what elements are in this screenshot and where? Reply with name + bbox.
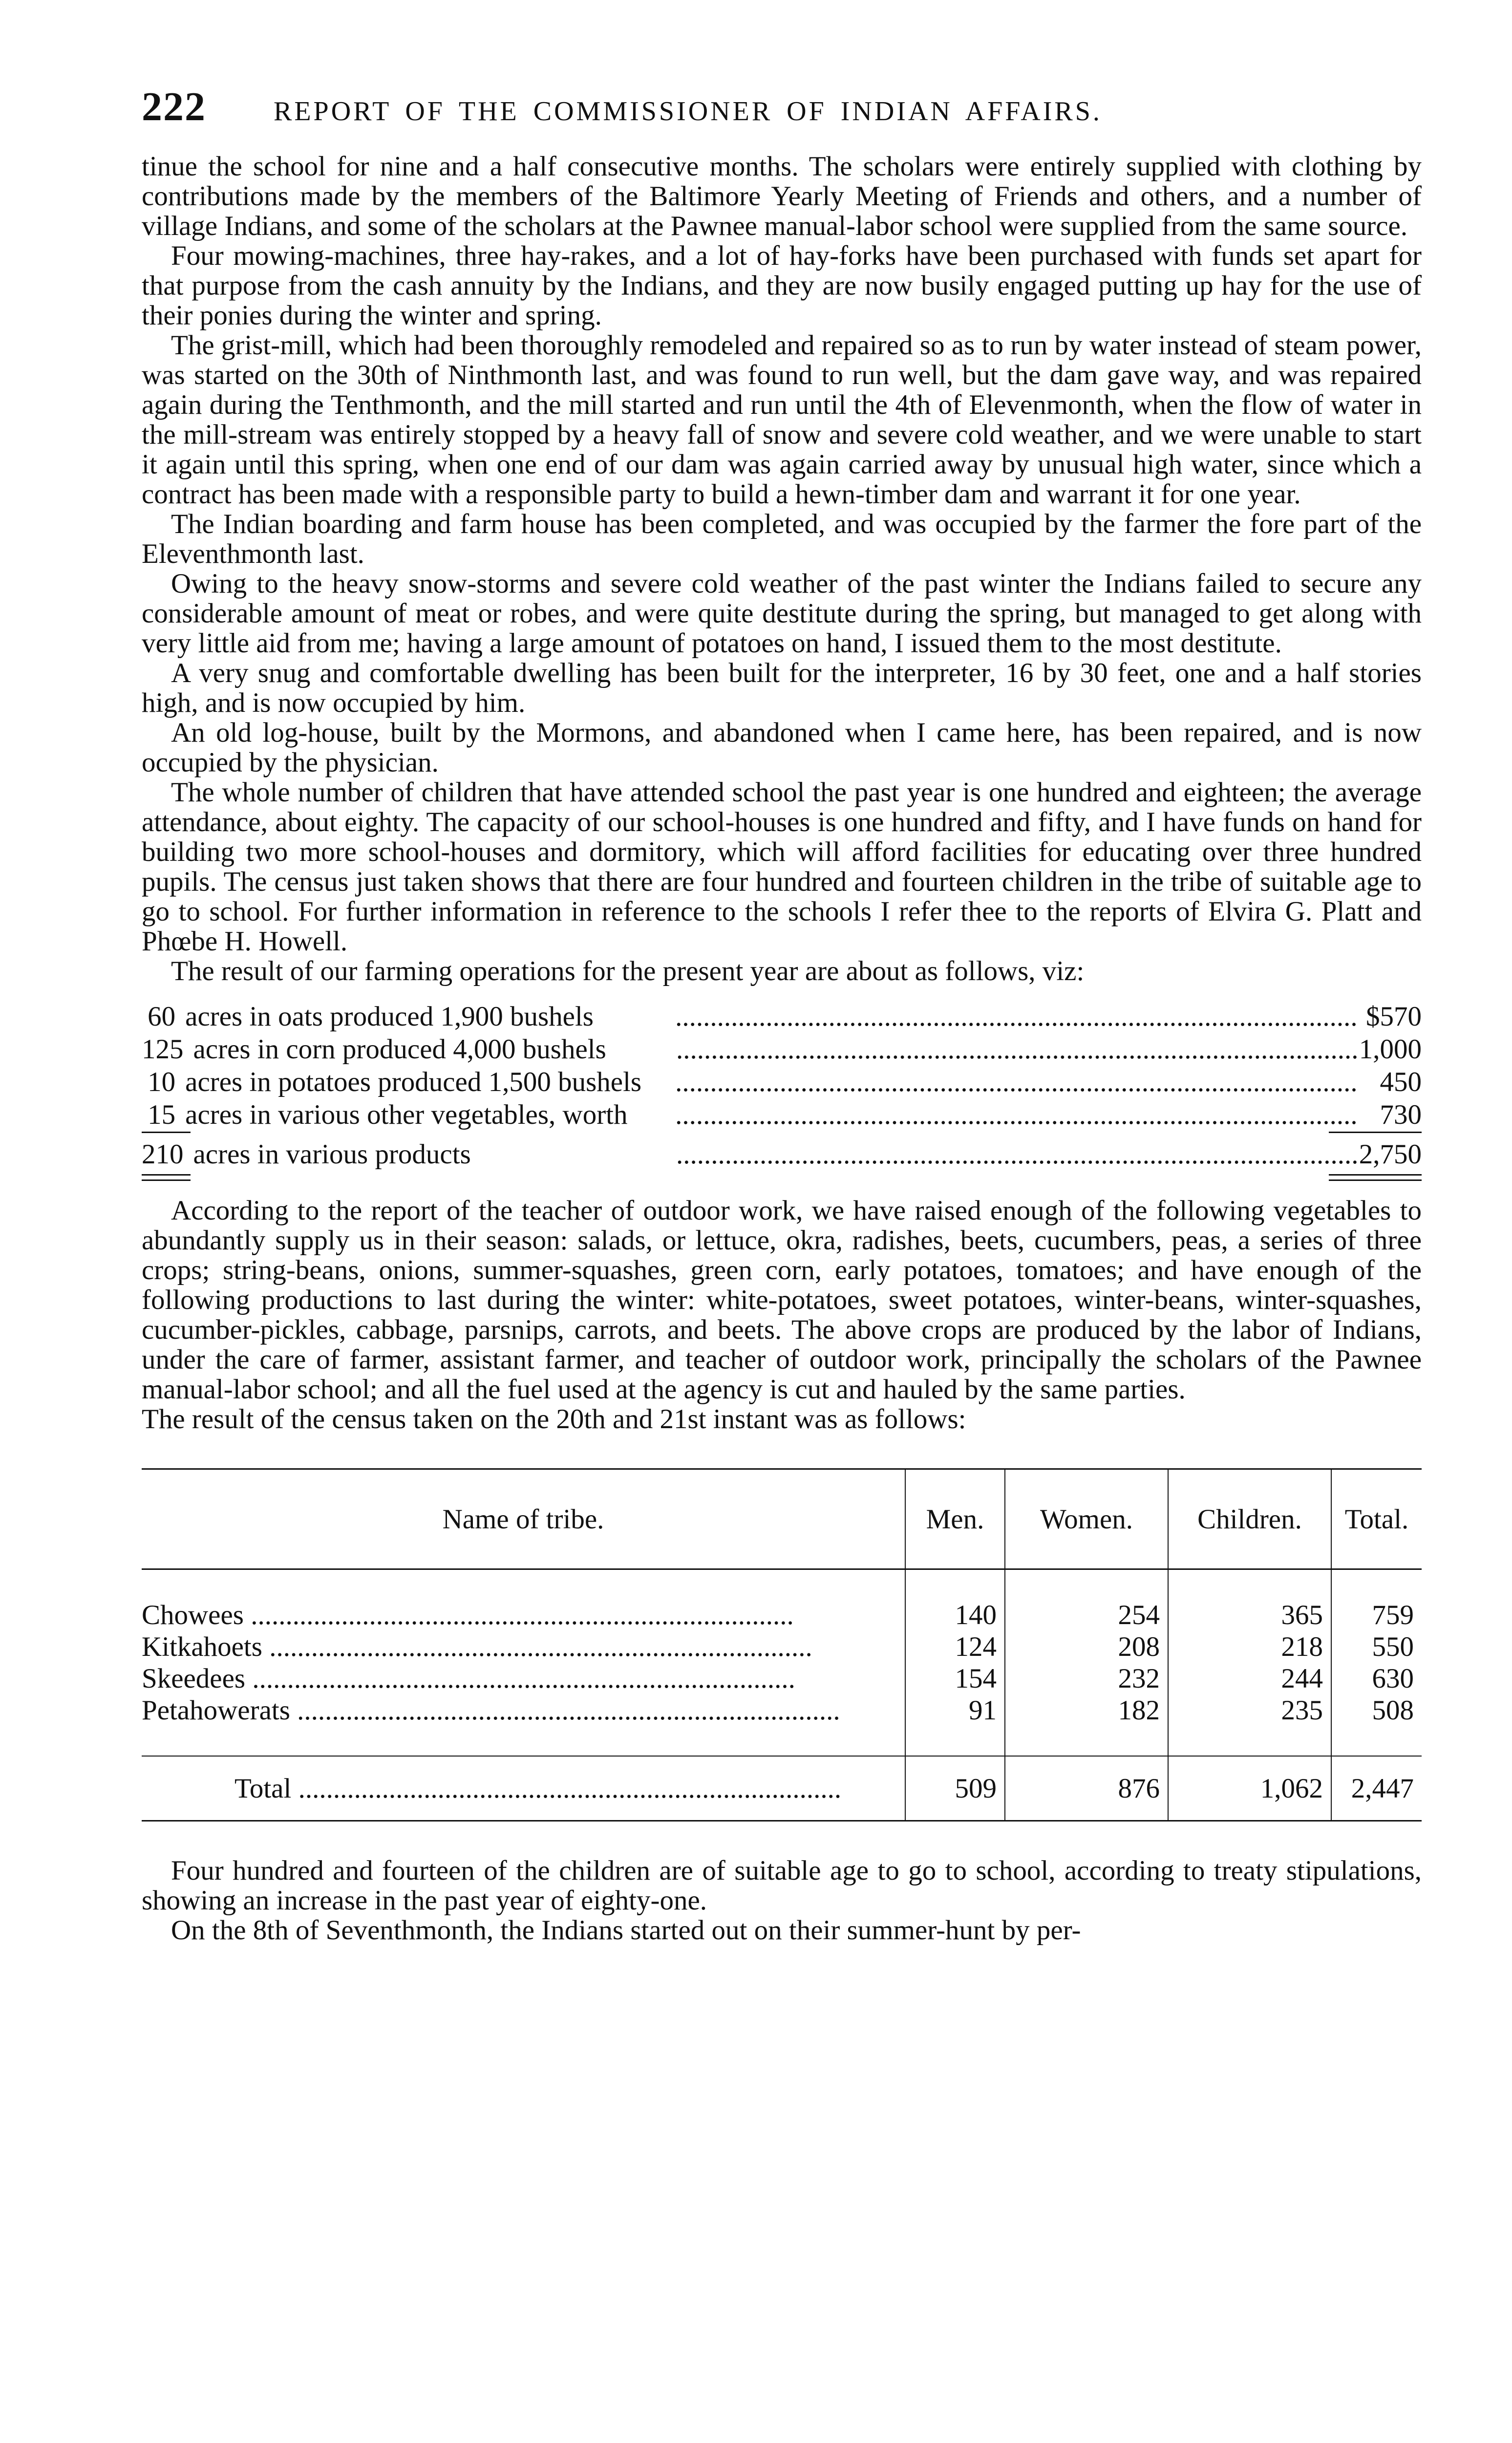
crop-row: [142, 1099, 1422, 1132]
total-count: 759: [1331, 1599, 1422, 1631]
crop-description: acres in potatoes produced 1,500 bushels: [185, 1067, 642, 1097]
header-children: Children.: [1168, 1469, 1331, 1569]
document-page: [142, 83, 1422, 1945]
leader-dots: ..................................................................................................: [675, 1099, 1358, 1130]
paragraph: An old log-house, built by the Mormons, and abandoned when I came here, has been repaired, and is now occupied by the physician.: [142, 717, 1422, 778]
paragraph: The grist-mill, which had been thoroughly remodeled and repaired so as to run by water instead of steam power, was started on the 30th of Ninthmonth last, and was found to run well, but the dam gave way, and was repaired again during the Tenthmonth, and the mill started and run until the 4th of Elevenmonth, when the flow of water in the mill-stream was entirely stopped by a heavy fall of snow and severe cold weather, and we were unable to start it again until this spring, when one end of our dam was again carried away by unusual high water, since which a contract has been made with a responsible party to build a hewn-timber dam and warrant it for one year.: [142, 330, 1422, 510]
crop-total-value: 2,750: [1359, 1139, 1422, 1170]
crop-row: [142, 1033, 1422, 1066]
women-count: 254: [1005, 1599, 1168, 1631]
paragraph: According to the report of the teacher of outdoor work, we have raised enough of the following vegetables to abundantly supply us in their season: salads, or lettuce, okra, radishes, beets, cucumbers, peas, a series of three crops; string-beans, onions, summer-squashes, green corn, early potatoes, tomatoes; and have enough of the following productions to last during the winter: white-potatoes, sweet potatoes, winter-beans, winter-squashes, cucumber-pickles, cabbage, parsnips, carrots, and beets. The above crops are produced by the labor of Indians, under the care of farmer, assistant farmer, and teacher of outdoor work, principally the scholars of the Pawnee manual-labor school; and all the fuel used at the agency is cut and hauled by the same parties.: [142, 1195, 1422, 1405]
table-row: Kitkahoets .............................................................................. 124 208 218 550: [142, 1631, 1422, 1663]
men-count: 124: [905, 1631, 1005, 1663]
tribe-name: Chowees: [142, 1600, 244, 1630]
grand-total: 2,447: [1331, 1756, 1422, 1821]
crop-description: acres in oats produced 1,900 bushels: [185, 1001, 594, 1032]
total-label: Total: [234, 1773, 292, 1804]
children-total: 1,062: [1168, 1756, 1331, 1821]
crop-total-acres: 210: [142, 1139, 184, 1170]
closing-section: [142, 1856, 1422, 1945]
crop-results-table: [142, 1001, 1422, 1181]
crop-acres: 15: [148, 1099, 176, 1130]
women-total: 876: [1005, 1756, 1168, 1821]
table-row: Skeedees .............................................................................. 154 232 244 630: [142, 1663, 1422, 1694]
women-count: 208: [1005, 1631, 1168, 1663]
paragraph: A very snug and comfortable dwelling has been built for the interpreter, 16 by 30 feet, one and a half stories high, and is now occupied by him.: [142, 658, 1422, 718]
men-count: 154: [905, 1663, 1005, 1694]
crop-acres: 60: [148, 1001, 176, 1032]
census-table: [142, 1468, 1422, 1822]
paragraph: The Indian boarding and farm house has been completed, and was occupied by the farmer the fore part of the Eleventhmonth last.: [142, 509, 1422, 569]
double-rule: [142, 1174, 1422, 1181]
header-total: Total.: [1331, 1469, 1422, 1569]
table-row: Chowees .............................................................................. 140 254 365 759: [142, 1599, 1422, 1631]
crop-acres: 10: [148, 1067, 176, 1097]
crop-value: 1,000: [1359, 1034, 1422, 1065]
children-count: 235: [1168, 1694, 1331, 1726]
paragraph: The result of the census taken on the 20th and 21st instant was as follows:: [142, 1404, 966, 1435]
tribe-name: Petahowerats: [142, 1695, 290, 1726]
running-title: REPORT OF THE COMMISSIONER OF INDIAN AFFAIRS.: [274, 96, 1102, 127]
children-count: 244: [1168, 1663, 1331, 1694]
tribe-name: Skeedees: [142, 1663, 246, 1694]
leader-dots: ..................................................................................................: [676, 1034, 1359, 1065]
crop-row: [142, 1066, 1422, 1099]
women-count: 182: [1005, 1694, 1168, 1726]
total-count: 550: [1331, 1631, 1422, 1663]
crop-total-description: acres in various products: [193, 1139, 471, 1170]
paragraph: tinue the school for nine and a half consecutive months. The scholars were entirely supplied with clothing by contributions made by the members of the Baltimore Yearly Meeting of Friends and others, and a number of village Indians, and some of the scholars at the Pawnee manual-labor school were supplied from the same source.: [142, 151, 1422, 241]
crop-value: $570: [1366, 1001, 1422, 1032]
crop-description: acres in various other vegetables, worth: [185, 1099, 628, 1130]
census-total-row: Total .............................................................................. 509 876 1,062 2,447: [142, 1756, 1422, 1821]
paragraph: Four mowing-machines, three hay-rakes, and a lot of hay-forks have been purchased with funds set apart for that purpose from the cash annuity by the Indians, and they are now busily engaged putting up hay for the use of their ponies during the winter and spring.: [142, 240, 1422, 331]
header-tribe: Name of tribe.: [142, 1469, 905, 1569]
men-count: 91: [905, 1694, 1005, 1726]
total-count: 630: [1331, 1663, 1422, 1694]
crop-value: 450: [1380, 1067, 1422, 1097]
leader-dots: ..................................................................................................: [676, 1139, 1359, 1170]
tribe-name: Kitkahoets: [142, 1631, 262, 1662]
crop-description: acres in corn produced 4,000 bushels: [193, 1034, 606, 1065]
paragraph: The whole number of children that have attended school the past year is one hundred and eighteen; the average attendance, about eighty. The capacity of our school-houses is one hundred and fifty, and I have funds on hand for building two more school-houses and dormitory, which will afford facilities for educating over three hundred pupils. The census just taken shows that there are four hundred and fourteen children in the tribe of suitable age to go to school. For further information in reference to the schools I refer thee to the reports of Elvira G. Platt and Phœbe H. Howell.: [142, 777, 1422, 957]
crop-value: 730: [1380, 1099, 1422, 1130]
crop-acres: 125: [142, 1034, 184, 1065]
paragraph: On the 8th of Seventhmonth, the Indians started out on their summer-hunt by per-: [171, 1915, 1081, 1946]
paragraph: Owing to the heavy snow-storms and severe cold weather of the past winter the Indians failed to secure any considerable amount of meat or robes, and were quite destitute during the spring, but managed to get along with very little aid from me; having a large amount of potatoes on hand, I issued them to the most destitute.: [142, 568, 1422, 659]
leader-dots: ..................................................................................................: [675, 1067, 1358, 1097]
page-number: 222: [142, 84, 206, 129]
paragraph: The result of our farming operations for the present year are about as follows, viz:: [171, 956, 1085, 986]
page-header: [142, 83, 1422, 151]
sum-rule: [142, 1132, 1422, 1138]
children-count: 365: [1168, 1599, 1331, 1631]
crop-total-row: [142, 1138, 1422, 1171]
women-count: 232: [1005, 1663, 1168, 1694]
table-row: Petahowerats .............................................................................. 91 182 235 508: [142, 1694, 1422, 1726]
total-count: 508: [1331, 1694, 1422, 1726]
paragraph: Four hundred and fourteen of the children are of suitable age to go to school, according to treaty stipulations, showing an increase in the past year of eighty-one.: [142, 1855, 1422, 1916]
crop-row: [142, 1001, 1422, 1033]
leader-dots: ..................................................................................................: [675, 1001, 1358, 1032]
children-count: 218: [1168, 1631, 1331, 1663]
header-women: Women.: [1005, 1469, 1168, 1569]
men-total: 509: [905, 1756, 1005, 1821]
header-men: Men.: [905, 1469, 1005, 1569]
men-count: 140: [905, 1599, 1005, 1631]
